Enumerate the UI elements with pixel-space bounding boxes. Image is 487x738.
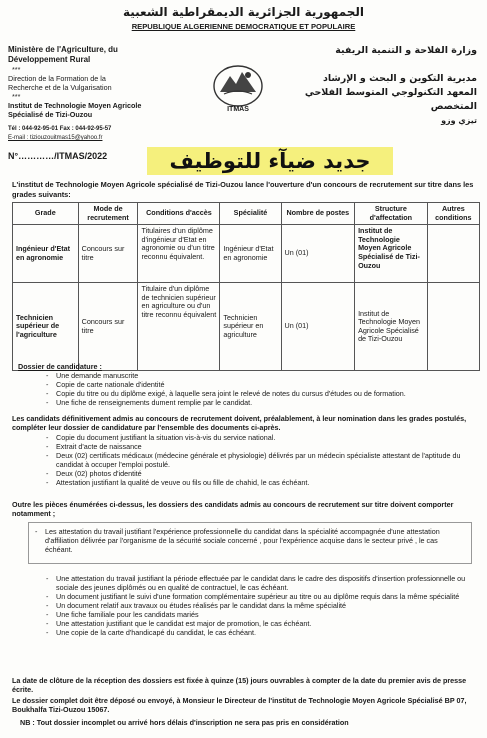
contact-line: Tél : 044-92-95-01 Fax : 044-92-95-57 (8, 126, 112, 132)
arabic-institute: المعهد التكنولوجي المتوسط الفلاحي المتخصص (304, 87, 477, 112)
ministry-line1: Ministère de l'Agriculture, du (8, 45, 118, 54)
arabic-direction: مديرية التكوين و البحث و الإرشاد (322, 73, 477, 84)
list-item: - Une fiche de renseignements dument remplie par le candidat. (46, 398, 478, 407)
intro-paragraph: L'institut de Technologie Moyen Agricole spécialisé de Tizi-Ouzou lance l'ouverture d'un concours de recrutement sur titre dans les grades suivants: (12, 180, 474, 199)
list-item: - Une copie de la carte d'handicapé du candidat, le cas échéant. (46, 628, 472, 637)
recruitment-banner (147, 147, 393, 175)
admitted-paragraph: Les candidats définitivement admis au concours de recrutement doivent, préalablement, à leur nomination dans les grades postulés, compléter leur dossier de candidature par l'ensemble des documents ci-après. (12, 414, 467, 432)
institute-line2: Spécialisé de Tizi-Ouzou (8, 110, 93, 119)
col-header-autres: Autres conditions (427, 203, 479, 225)
arabic-republic-title: الجمهورية الجزائرية الديمقراطية الشعبية (122, 5, 365, 19)
col-header-grade: Grade (13, 203, 79, 225)
list-item: - Attestation justifiant la qualité de veuve ou fils ou fille de chahid, le cas échéant. (46, 478, 476, 487)
list-item: - Copie du titre ou du diplôme exigé, à laquelle sera joint le relevé de notes du cursus d'études ou de formation. (46, 389, 478, 398)
list-item: - Un document justifiant le suivi d'une formation complémentaire supérieur au titre ou au diplôme requis dans la même spécialité (46, 592, 472, 601)
col-header-conditions: Conditions d'accès (138, 203, 220, 225)
experience-box (28, 522, 472, 564)
cell-autres (427, 283, 479, 371)
col-header-postes: Nombre de postes (281, 203, 355, 225)
col-header-structure: Structure d'affectation (355, 203, 428, 225)
cell-mode: Concours sur titre (78, 225, 138, 283)
dossier-title: Dossier de candidature : (18, 362, 102, 371)
table-row (13, 225, 480, 283)
separator-stars: *** (12, 65, 21, 74)
list-item: - Une fiche familiale pour les candidats mariés (46, 610, 472, 619)
ministry-line2: Développement Rural (8, 55, 91, 64)
cell-postes: Un (01) (281, 283, 355, 371)
header-right-block (277, 44, 477, 128)
cell-specialite: Ingénieur d'Etat en agronomie (220, 225, 281, 283)
deadline-paragraph: La date de clôture de la réception des dossiers est fixée à quinze (15) jours ouvrables à compter de la date du premier avis de presse écrite. (12, 676, 467, 694)
french-republic-title: REPUBLIQUE ALGERIENNE DEMOCRATIQUE ET POPULAIRE (131, 22, 356, 31)
nb-note: NB : Tout dossier incomplet ou arrivé hors délais d'inscription ne sera pas pris en considération (20, 718, 349, 727)
arabic-ministry: وزارة الفلاحة و التنمية الريفية (335, 45, 477, 56)
logo-text: ITMAS (227, 106, 249, 113)
list-item: - Extrait d'acte de naissance (46, 442, 476, 451)
cell-structure: Institut de Technologie Moyen Agricole Spécialisé de Tizi-Ouzou (355, 283, 428, 371)
cell-autres (427, 225, 479, 283)
list-item: - Deux (02) photos d'identité (46, 469, 476, 478)
direction-line2: Recherche et de la Vulgarisation (8, 83, 112, 92)
cell-grade: Technicien supérieur de l'agriculture (13, 283, 79, 371)
email-line: E-mail : tiziouzouitmas15@yahoo.fr (8, 135, 103, 141)
itmas-logo (210, 62, 266, 114)
list-item: - Une demande manuscrite (46, 371, 478, 380)
cell-specialite: Technicien supérieur en agriculture (220, 283, 281, 371)
list-item: - Copie de carte nationale d'identité (46, 380, 478, 389)
dossier-list (46, 371, 478, 407)
table-header-row (13, 203, 480, 225)
header-left-block (8, 45, 168, 143)
list-item: - Un document relatif aux travaux ou études réalisés par le candidat dans la même spécialité (46, 601, 472, 610)
institute-line1: Institut de Technologie Moyen Agricole (8, 101, 142, 110)
besides-paragraph: Outre les pièces énumérées ci-dessus, les dossiers des candidats admis au concours de recrutement sur titre doivent comporter notamment ; (12, 500, 454, 518)
positions-table (12, 202, 480, 371)
arabic-city: تيزي وزو (441, 116, 477, 125)
list-item: - Les attestation du travail justifiant l'expérience professionnelle du candidat dans la spécialité accompagnée d'une attestation d'affiliation délivrée par l'organisme de la sécurité sociale concerné , pour l'expérience acquise dans le secteur privé , le cas échéant. (35, 527, 465, 554)
cell-postes: Un (01) (281, 225, 355, 283)
dossier-section (18, 362, 478, 407)
list-item: - Une attestation du travail justifiant la période effectuée par le candidat dans le cadre des dispositifs d'insertion professionnelle ou sociale des jeunes diplômés ou en qualité de contractuel, le cas échéant. (46, 574, 472, 592)
extra-documents-list (46, 574, 472, 637)
cell-conditions: Titulaire d'un diplôme de technicien supérieur en agriculture ou d'un titre reconnu équivalent (138, 283, 220, 371)
cell-mode: Concours sur titre (78, 283, 138, 371)
list-item: - Une attestation justifiant que le candidat est major de promotion, le cas échéant. (46, 619, 472, 628)
banner-text: جديد ضيآء للتوظيف (169, 149, 371, 173)
table-row (13, 283, 480, 371)
col-header-mode: Mode de recrutement (78, 203, 138, 225)
cell-structure: Institut de Technologie Moyen Agricole Spécialisé de Tizi-Ouzou (355, 225, 428, 283)
reference-number: N°…………/ITMAS/2022 (8, 151, 108, 161)
direction-line1: Direction de la Formation de la (8, 74, 106, 83)
separator-stars: *** (12, 92, 21, 101)
admitted-list (46, 433, 476, 487)
cell-conditions: Titulaires d'un diplôme d'ingénieur d'Etat en agronomie ou d'un titre reconnu équivalent. (138, 225, 220, 283)
col-header-specialite: Spécialité (220, 203, 281, 225)
list-item: - Copie du document justifiant la situation vis-à-vis du service national. (46, 433, 476, 442)
list-item: - Deux (02) certificats médicaux (médecine générale et physiologie) délivrés par un médecin spécialiste attestant de l'aptitude du candidat à occuper l'emploi postulé. (46, 451, 476, 469)
cell-grade: Ingénieur d'Etat en agronomie (13, 225, 79, 283)
send-paragraph: Le dossier complet doit être déposé ou envoyé, à Monsieur le Directeur de l'institut de Technologie Moyen Agricole Spécialisé BP 07, Boukhalfa Tizi-Ouzou 15067. (12, 696, 467, 714)
